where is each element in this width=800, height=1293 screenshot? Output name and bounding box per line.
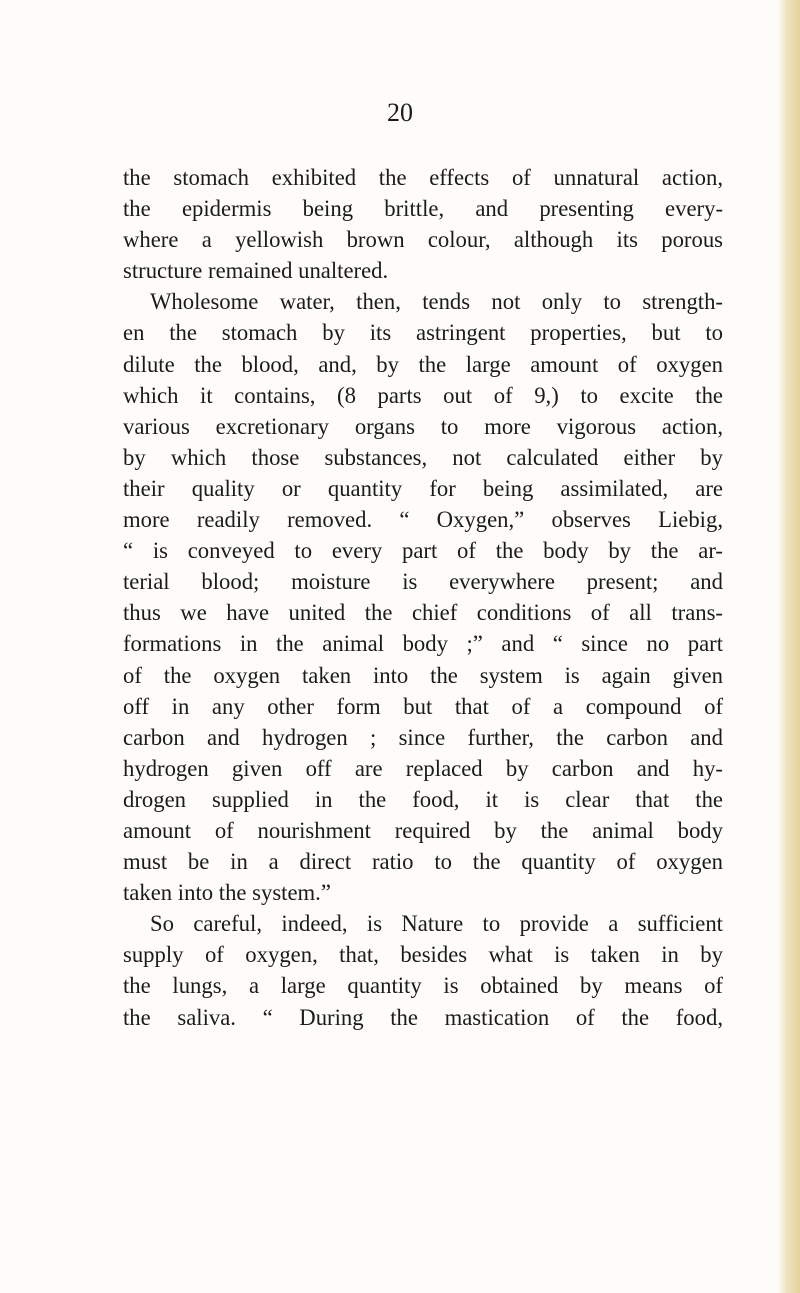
text-line: the epidermis being brittle, and presenting every- — [123, 196, 723, 222]
page-number: 20 — [387, 98, 413, 127]
text-line: their quality or quantity for being assimilated, are — [123, 475, 723, 501]
text-line: structure remained unaltered. — [123, 258, 389, 284]
text-line: dilute the blood, and, by the large amount of oxygen — [123, 351, 723, 377]
text-line: en the stomach by its astringent properties, but to — [123, 320, 723, 346]
text-line: the stomach exhibited the effects of unnatural action, — [123, 165, 723, 190]
text-line: by which those substances, not calculated either by — [123, 444, 723, 470]
text-line: “ is conveyed to every part of the body by the ar- — [123, 538, 723, 564]
text-line: formations in the animal body ;” and “ since no part — [123, 631, 723, 657]
text-line: various excretionary organs to more vigorous action, — [123, 413, 723, 439]
text-line: taken into the system.” — [123, 880, 331, 906]
page-edge — [778, 0, 800, 1293]
text-line: the lungs, a large quantity is obtained by means of — [123, 973, 723, 999]
text-line: amount of nourishment required by the animal body — [123, 817, 723, 843]
text-line: thus we have united the chief conditions of all trans- — [123, 600, 723, 626]
text-line: which it contains, (8 parts out of 9,) to excite the — [123, 382, 723, 408]
text-line: must be in a direct ratio to the quantity of oxygen — [123, 849, 723, 875]
text-line: of the oxygen taken into the system is again given — [123, 662, 723, 688]
paragraph-start: Wholesome water, then, tends not only to strength- — [150, 289, 723, 315]
text-line: more readily removed. “ Oxygen,” observes Liebig, — [123, 507, 723, 533]
text-line: the saliva. “ During the mastication of the food, — [123, 1004, 723, 1030]
text-line: supply of oxygen, that, besides what is taken in by — [123, 942, 723, 968]
text-line: carbon and hydrogen ; since further, the carbon and — [123, 724, 723, 750]
body-text — [123, 162, 723, 1033]
paragraph-start: So careful, indeed, is Nature to provide a sufficient — [150, 911, 723, 937]
text-line: terial blood; moisture is everywhere present; and — [123, 569, 723, 595]
text-line: where a yellowish brown colour, although its porous — [123, 227, 723, 253]
text-line: drogen supplied in the food, it is clear that the — [123, 786, 723, 812]
text-line: off in any other form but that of a compound of — [123, 693, 723, 719]
text-line: hydrogen given off are replaced by carbon and hy- — [123, 755, 723, 781]
